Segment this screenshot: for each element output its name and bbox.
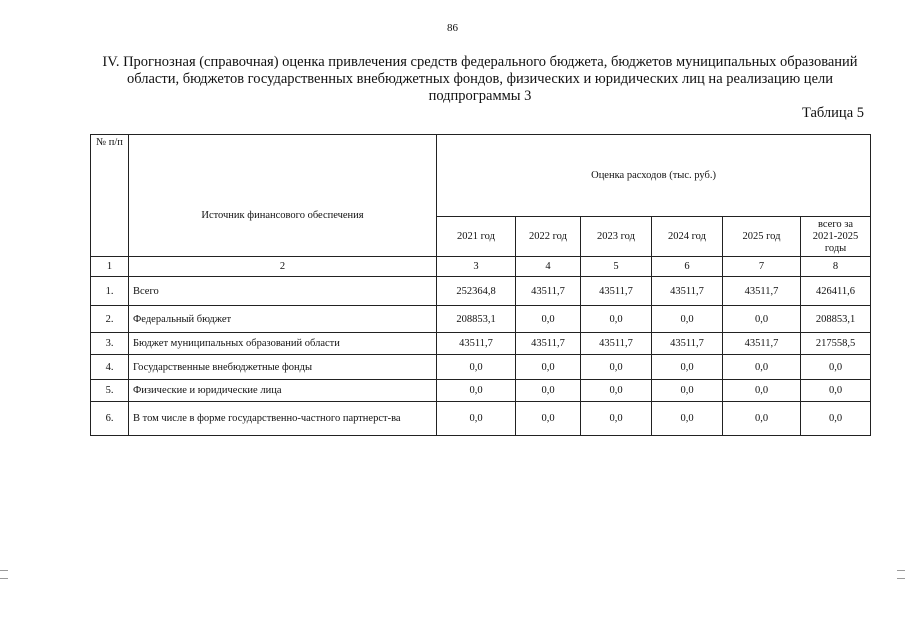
- column-index: 6: [652, 257, 723, 277]
- column-index: 7: [723, 257, 801, 277]
- row-value: 0,0: [581, 306, 652, 333]
- row-value: 0,0: [516, 355, 581, 380]
- row-value: 0,0: [801, 402, 871, 436]
- header-year: 2022 год: [516, 217, 581, 257]
- scan-edge-mark: [897, 570, 905, 571]
- row-value: 0,0: [652, 355, 723, 380]
- row-value: 0,0: [516, 380, 581, 402]
- row-value: 0,0: [723, 355, 801, 380]
- row-value: 0,0: [652, 380, 723, 402]
- row-value: 0,0: [723, 306, 801, 333]
- financing-table: [90, 134, 871, 436]
- row-value: 426411,6: [801, 277, 871, 306]
- column-index: 2: [129, 257, 437, 277]
- row-value: 0,0: [437, 355, 516, 380]
- column-index: 1: [91, 257, 129, 277]
- row-value: 0,0: [437, 402, 516, 436]
- section-heading: IV. Прогнозная (справочная) оценка привлечения средств федерального бюджета, бюджетов муниципальных образований области, бюджетов государственных внебюджетных фондов, физических и юридических лиц на реализацию цели подпрограммы 3: [102, 54, 858, 104]
- row-value: 0,0: [652, 306, 723, 333]
- row-value: 43511,7: [652, 277, 723, 306]
- row-value: 0,0: [801, 380, 871, 402]
- table-caption: Таблица 5: [801, 105, 864, 121]
- row-value: 0,0: [801, 355, 871, 380]
- table-row: [91, 402, 871, 436]
- row-num: 2.: [91, 306, 129, 333]
- row-source: Физические и юридические лица: [129, 380, 437, 402]
- row-value: 0,0: [581, 355, 652, 380]
- table-row: [91, 277, 871, 306]
- header-year: 2021 год: [437, 217, 516, 257]
- row-source: Федеральный бюджет: [129, 306, 437, 333]
- row-num: 4.: [91, 355, 129, 380]
- row-num: 1.: [91, 277, 129, 306]
- table-row: [91, 380, 871, 402]
- row-value: 208853,1: [437, 306, 516, 333]
- column-index: 5: [581, 257, 652, 277]
- row-value: 0,0: [437, 380, 516, 402]
- row-value: 0,0: [581, 380, 652, 402]
- row-value: 0,0: [516, 306, 581, 333]
- table-row: [91, 306, 871, 333]
- row-value: 208853,1: [801, 306, 871, 333]
- header-source: Источник финансового обеспечения: [129, 135, 437, 257]
- header-year: 2024 год: [652, 217, 723, 257]
- row-value: 252364,8: [437, 277, 516, 306]
- row-value: 43511,7: [581, 277, 652, 306]
- row-num: 6.: [91, 402, 129, 436]
- header-total: всего за 2021-2025 годы: [801, 217, 871, 257]
- row-value: 0,0: [723, 402, 801, 436]
- row-source: Государственные внебюджетные фонды: [129, 355, 437, 380]
- header-year: 2023 год: [581, 217, 652, 257]
- row-value: 217558,5: [801, 333, 871, 355]
- scan-edge-mark: [0, 578, 8, 579]
- row-value: 43511,7: [652, 333, 723, 355]
- table-row: [91, 355, 871, 380]
- row-value: 43511,7: [516, 333, 581, 355]
- row-source: Всего: [129, 277, 437, 306]
- column-index: 4: [516, 257, 581, 277]
- row-num: 3.: [91, 333, 129, 355]
- scan-edge-mark: [0, 570, 8, 571]
- row-value: 43511,7: [723, 277, 801, 306]
- header-num: № п/п: [91, 135, 129, 257]
- row-value: 0,0: [516, 402, 581, 436]
- row-value: 43511,7: [437, 333, 516, 355]
- header-estimate: Оценка расходов (тыс. руб.): [437, 135, 871, 217]
- scan-edge-mark: [897, 578, 905, 579]
- column-index: 8: [801, 257, 871, 277]
- column-index-row: [91, 257, 871, 277]
- row-value: 0,0: [581, 402, 652, 436]
- row-value: 43511,7: [516, 277, 581, 306]
- row-source: Бюджет муниципальных образований области: [129, 333, 437, 355]
- row-value: 0,0: [652, 402, 723, 436]
- column-index: 3: [437, 257, 516, 277]
- table-row: [91, 333, 871, 355]
- row-value: 43511,7: [581, 333, 652, 355]
- page-number: 86: [447, 22, 458, 34]
- row-num: 5.: [91, 380, 129, 402]
- row-value: 43511,7: [723, 333, 801, 355]
- row-value: 0,0: [723, 380, 801, 402]
- row-source: В том числе в форме государственно-частного партнерст-ва: [129, 402, 437, 436]
- header-year: 2025 год: [723, 217, 801, 257]
